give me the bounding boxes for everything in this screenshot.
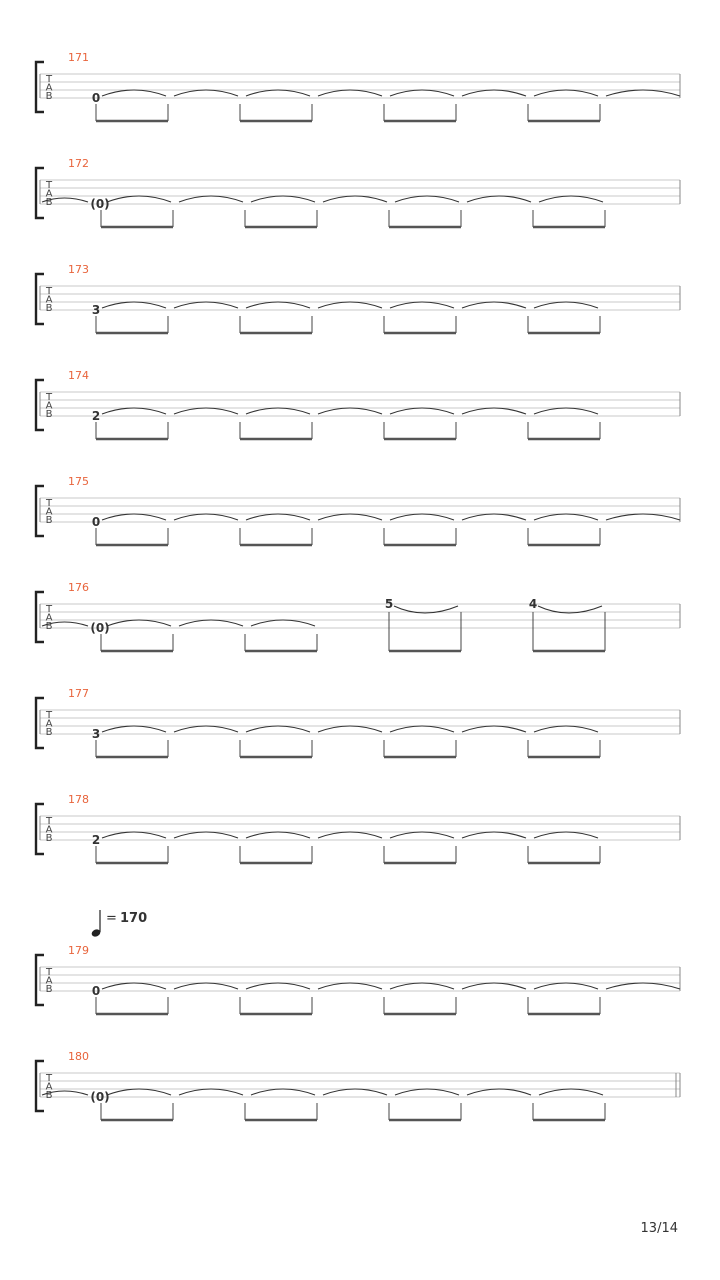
fret-number: 0 — [91, 984, 101, 998]
fret-number: 2 — [91, 833, 101, 847]
tie-arc — [390, 514, 454, 520]
tie-arc — [246, 302, 310, 308]
tab-clef-letter: A — [45, 188, 53, 200]
tab-clef-letter: A — [45, 82, 53, 94]
tie-arc — [179, 196, 243, 202]
tab-clef-letter: A — [45, 294, 53, 306]
tie-arc — [174, 514, 238, 520]
tab-clef-letter: A — [45, 612, 53, 624]
tie-arc — [246, 726, 310, 732]
tab-system-175 — [36, 475, 680, 545]
tie-arc — [246, 832, 310, 838]
tab-clef-letter: A — [45, 718, 53, 730]
tab-clef-letter: A — [45, 975, 53, 987]
tab-system-176 — [36, 581, 680, 651]
measure-number: 174 — [68, 369, 89, 382]
tie-arc — [251, 620, 315, 626]
tie-arc — [102, 514, 166, 520]
tab-clef-letter: T — [45, 74, 53, 85]
tie-arc — [102, 408, 166, 414]
tab-clef-letter: B — [45, 1090, 53, 1101]
tie-arc — [251, 1089, 315, 1095]
tie-arc — [102, 983, 166, 989]
tie-arc — [534, 302, 598, 308]
tab-system-178 — [36, 793, 680, 863]
tie-arc — [318, 726, 382, 732]
tab-clef-letter: B — [45, 621, 53, 632]
tie-arc — [395, 196, 459, 202]
tab-clef-letter: B — [45, 515, 53, 526]
tie-arc — [174, 832, 238, 838]
tie-arc — [102, 90, 166, 96]
tie-arc — [318, 302, 382, 308]
tab-clef-letter: A — [45, 1081, 53, 1093]
tie-arc — [246, 90, 310, 96]
measure-number: 171 — [68, 51, 89, 64]
tab-clef-letter: B — [45, 727, 53, 738]
tie-arc — [107, 1089, 171, 1095]
tie-arc — [246, 514, 310, 520]
fret-number: 2 — [91, 409, 101, 423]
tie-arc — [174, 408, 238, 414]
tab-clef-letter: T — [45, 604, 53, 615]
tab-clef-letter: B — [45, 833, 53, 844]
tie-arc — [174, 726, 238, 732]
tie-arc — [462, 726, 526, 732]
tie-arc — [534, 408, 598, 414]
tab-system-172 — [36, 157, 680, 227]
tie-arc — [174, 302, 238, 308]
measure-number: 180 — [68, 1050, 89, 1063]
tie-arc — [318, 90, 382, 96]
tie-arc — [390, 408, 454, 414]
tie-arc — [246, 408, 310, 414]
fret-number: 3 — [91, 303, 101, 317]
tab-clef-letter: T — [45, 967, 53, 978]
tie-arc — [390, 983, 454, 989]
tab-clef-letter: A — [45, 400, 53, 412]
page-number: 13/14 — [640, 1221, 678, 1236]
tab-system-171 — [36, 51, 680, 121]
tie-arc — [318, 832, 382, 838]
tie-arc — [534, 832, 598, 838]
tie-arc — [534, 514, 598, 520]
tie-arc — [467, 1089, 531, 1095]
tie-arc — [395, 1089, 459, 1095]
tie-arc — [462, 408, 526, 414]
tab-clef-letter: B — [45, 303, 53, 314]
tie-arc — [318, 983, 382, 989]
tie-arc — [534, 90, 598, 96]
tie-arc — [539, 196, 603, 202]
tie-arc — [462, 302, 526, 308]
tie-arc — [323, 1089, 387, 1095]
tie-arc — [318, 408, 382, 414]
tab-clef-letter: T — [45, 392, 53, 403]
measure-number: 176 — [68, 581, 89, 594]
tie-arc — [462, 514, 526, 520]
tie-arc — [606, 90, 680, 96]
tab-clef-letter: B — [45, 984, 53, 995]
tab-clef-letter: T — [45, 710, 53, 721]
measure-number: 173 — [68, 263, 89, 276]
tab-clef-letter: T — [45, 1073, 53, 1084]
tab-clef-letter: A — [45, 824, 53, 836]
tab-clef-letter: A — [45, 506, 53, 518]
fret-number: 0 — [91, 91, 101, 105]
measure-number: 177 — [68, 687, 89, 700]
tie-arc — [323, 196, 387, 202]
tie-arc — [102, 832, 166, 838]
fret-number: (0) — [90, 197, 110, 211]
tab-clef-letter: B — [45, 91, 53, 102]
tempo-value: 170 — [120, 911, 148, 926]
tab-system-177 — [36, 687, 680, 757]
tie-arc — [606, 514, 680, 520]
tie-arc — [390, 90, 454, 96]
tie-arc — [174, 90, 238, 96]
measure-number: 175 — [68, 475, 89, 488]
tie-arc — [390, 832, 454, 838]
tie-arc — [390, 302, 454, 308]
tie-arc — [539, 1089, 603, 1095]
tie-arc — [107, 196, 171, 202]
fret-number: 3 — [91, 727, 101, 741]
fret-number: (0) — [90, 621, 110, 635]
tie-arc — [534, 726, 598, 732]
fret-number: (0) — [90, 1090, 110, 1104]
tie-arc — [467, 196, 531, 202]
fret-number: 5 — [384, 597, 394, 611]
tie-arc — [174, 983, 238, 989]
tab-system-173 — [36, 263, 680, 333]
tie-arc — [251, 196, 315, 202]
tie-arc — [246, 983, 310, 989]
tie-arc — [179, 620, 243, 626]
tab-clef-letter: B — [45, 409, 53, 420]
measure-number: 172 — [68, 157, 89, 170]
tab-clef-letter: T — [45, 286, 53, 297]
tab-clef-letter: T — [45, 498, 53, 509]
fret-number: 4 — [528, 597, 538, 611]
tie-arc — [318, 514, 382, 520]
tie-arc — [390, 726, 454, 732]
tie-arc — [462, 90, 526, 96]
tempo-equals: = — [106, 911, 117, 926]
tie-arc — [462, 832, 526, 838]
fret-number: 0 — [91, 515, 101, 529]
tie-arc — [534, 983, 598, 989]
tab-system-180 — [36, 1050, 680, 1120]
tab-clef-letter: B — [45, 197, 53, 208]
tie-arc — [107, 620, 171, 626]
measure-number: 179 — [68, 944, 89, 957]
tab-system-174 — [36, 369, 680, 439]
tab-system-179 — [36, 944, 680, 1014]
measure-number: 178 — [68, 793, 89, 806]
tempo-marking — [90, 910, 147, 938]
tie-arc — [606, 983, 680, 989]
tie-arc — [462, 983, 526, 989]
tie-arc — [102, 726, 166, 732]
tie-arc — [102, 302, 166, 308]
tab-clef-letter: T — [45, 180, 53, 191]
tie-arc — [179, 1089, 243, 1095]
tab-clef-letter: T — [45, 816, 53, 827]
